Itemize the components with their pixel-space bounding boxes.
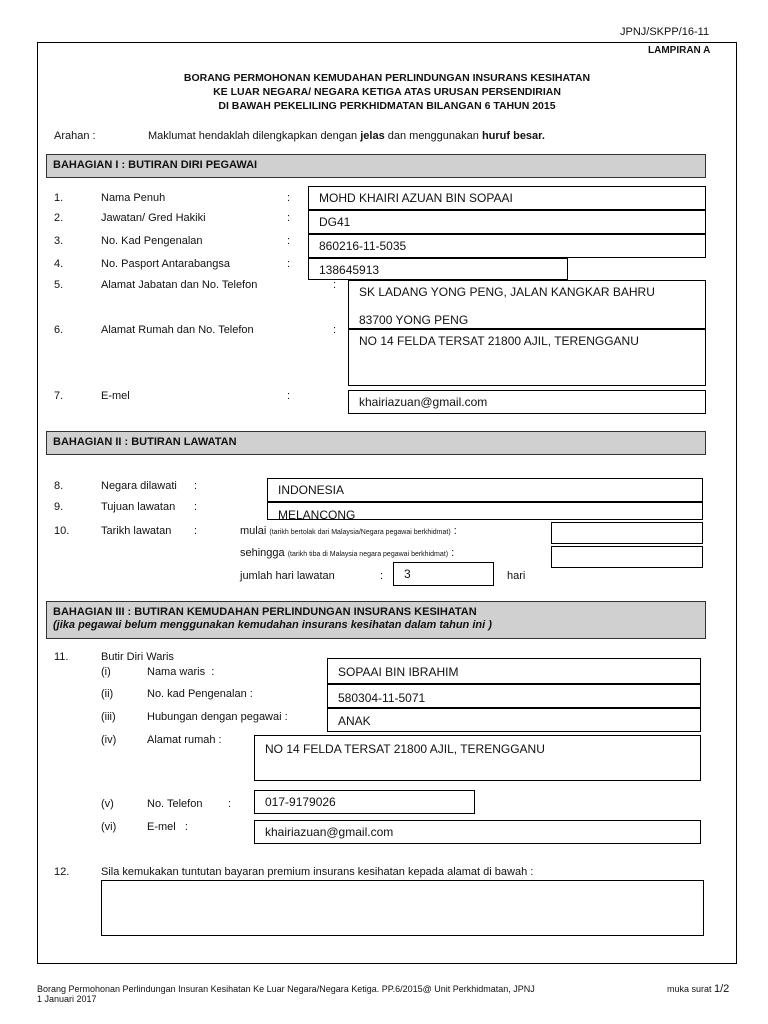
heir-relationship-field[interactable]: ANAK	[327, 708, 701, 732]
attachment-label: LAMPIRAN A	[648, 45, 711, 56]
field-3-colon: :	[287, 235, 291, 247]
office-address-line-1: SK LADANG YONG PENG, JALAN KANGKAR BAHRU	[359, 285, 655, 299]
position-grade-label: Jawatan/ Gred Hakiki	[101, 212, 206, 224]
item-vi-numeral: (vi)	[101, 821, 117, 833]
heir-email-field[interactable]: khairiazuan@gmail.com	[254, 820, 701, 844]
field-5-colon: :	[333, 279, 337, 291]
field-1-number: 1.	[54, 192, 64, 204]
section-1-header: BAHAGIAN I : BUTIRAN DIRI PEGAWAI	[46, 154, 706, 178]
full-name-field[interactable]: MOHD KHAIRI AZUAN BIN SOPAAI	[308, 186, 706, 210]
premium-claim-address-field[interactable]	[101, 880, 704, 936]
office-address-line-2: 83700 YONG PENG	[359, 313, 469, 327]
section-3-header	[46, 601, 706, 639]
item-i-numeral: (i)	[101, 666, 111, 678]
visit-days-label: jumlah hari lawatan	[240, 570, 335, 582]
heir-phone-label: No. Telefon	[147, 798, 203, 810]
item-v-numeral: (v)	[101, 798, 114, 810]
heir-address-field[interactable]: NO 14 FELDA TERSAT 21800 AJIL, TERENGGANU	[254, 735, 701, 781]
home-address-field[interactable]: NO 14 FELDA TERSAT 21800 AJIL, TERENGGANU	[348, 328, 706, 386]
visit-days-colon: :	[380, 570, 384, 582]
full-name-label: Nama Penuh	[101, 192, 166, 204]
field-7-colon: :	[287, 390, 291, 402]
form-title-line-3: DI BAWAH PEKELILING PERKHIDMATAN BILANGAN 6 TAHUN 2015	[218, 100, 556, 112]
country-visited-field[interactable]: INDONESIA	[267, 478, 703, 502]
heir-address-label: Alamat rumah :	[147, 734, 222, 746]
field-7-number: 7.	[54, 390, 64, 402]
heir-relationship-label: Hubungan dengan pegawai :	[147, 711, 288, 723]
field-6-number: 6.	[54, 324, 64, 336]
field-2-colon: :	[287, 212, 291, 224]
visit-purpose-label: Tujuan lawatan	[101, 501, 176, 513]
email-label: E-mel	[101, 390, 130, 402]
visit-days-unit: hari	[507, 570, 526, 582]
section-3-subtitle: (jika pegawai belum menggunakan kemudahan insurans kesihatan dalam tahun ini )	[53, 619, 492, 631]
item-iv-numeral: (iv)	[101, 734, 117, 746]
heir-ic-field[interactable]: 580304-11-5071	[327, 684, 701, 708]
item-ii-numeral: (ii)	[101, 688, 114, 700]
form-title-line-2: KE LUAR NEGARA/ NEGARA KETIGA ATAS URUSAN PERSENDIRIAN	[213, 86, 561, 98]
field-10-colon: :	[194, 525, 198, 537]
passport-number-label: No. Pasport Antarabangsa	[101, 258, 231, 270]
instruction-label: Arahan :	[54, 130, 96, 142]
heir-phone-colon: :	[228, 798, 232, 810]
page-number: 1/2	[714, 983, 730, 995]
premium-claim-address-label: Sila kemukakan tuntutan bayaran premium insurans kesihatan kepada alamat di bawah :	[101, 866, 534, 878]
reference-code: JPNJ/SKPP/16-11	[620, 26, 710, 38]
field-8-colon: :	[194, 480, 198, 492]
section-3-title: BAHAGIAN III : BUTIRAN KEMUDAHAN PERLINDUNGAN INSURANS KESIHATAN	[53, 606, 477, 618]
form-title-line-1: BORANG PERMOHONAN KEMUDAHAN PERLINDUNGAN INSURANS KESIHATAN	[183, 72, 591, 84]
visit-date-label: Tarikh lawatan	[101, 525, 172, 537]
field-12-number: 12.	[54, 866, 70, 878]
footer-date: 1 Januari 2017	[37, 994, 97, 1004]
visit-purpose-field[interactable]: MELANCONG	[267, 502, 703, 520]
footer-reference: Borang Permohonan Perlindungan Insuran Kesihatan Ke Luar Negara/Negara Ketiga. PP.6/2015@ Unit Perkhidmatan, JPNJ	[37, 984, 535, 994]
heir-phone-field[interactable]: 017-9179026	[254, 790, 475, 814]
visit-start-label: mulai (tarikh bertolak dari Malaysia/Negara pegawai berkhidmat) :	[240, 525, 457, 537]
item-iii-numeral: (iii)	[101, 711, 116, 723]
field-4-number: 4.	[54, 258, 64, 270]
field-9-colon: :	[194, 501, 198, 513]
heir-ic-label: No. kad Pengenalan :	[147, 688, 253, 700]
field-6-colon: :	[333, 324, 337, 336]
ic-number-label: No. Kad Pengenalan	[101, 235, 203, 247]
visit-end-field[interactable]	[551, 546, 703, 568]
visit-days-field[interactable]: 3	[393, 562, 494, 586]
instruction-text: Maklumat hendaklah dilengkapkan dengan jelas dan menggunakan huruf besar.	[148, 130, 545, 142]
email-field[interactable]: khairiazuan@gmail.com	[348, 390, 706, 414]
country-visited-label: Negara dilawati	[101, 480, 177, 492]
heir-details-label: Butir Diri Waris	[101, 651, 174, 663]
passport-number-field[interactable]: 138645913	[308, 258, 568, 280]
field-3-number: 3.	[54, 235, 64, 247]
heir-name-field[interactable]: SOPAAI BIN IBRAHIM	[327, 658, 701, 684]
home-address-label: Alamat Rumah dan No. Telefon	[101, 324, 254, 336]
visit-start-field[interactable]	[551, 522, 703, 544]
field-2-number: 2.	[54, 212, 64, 224]
page-label: muka surat	[667, 984, 712, 994]
field-10-number: 10.	[54, 525, 70, 537]
position-grade-field[interactable]: DG41	[308, 210, 706, 234]
field-5-number: 5.	[54, 279, 64, 291]
field-11-number: 11.	[54, 651, 69, 663]
visit-end-label: sehingga (tarikh tiba di Malaysia negara pegawai berkhidmat) :	[240, 547, 455, 559]
heir-email-label: E-mel :	[147, 821, 188, 833]
field-1-colon: :	[287, 192, 291, 204]
field-4-colon: :	[287, 258, 291, 270]
office-address-label: Alamat Jabatan dan No. Telefon	[101, 279, 258, 291]
field-9-number: 9.	[54, 501, 64, 513]
heir-name-label: Nama waris :	[147, 666, 215, 678]
office-address-field[interactable]	[348, 280, 706, 330]
section-2-header: BAHAGIAN II : BUTIRAN LAWATAN	[46, 431, 706, 455]
ic-number-field[interactable]: 860216-11-5035	[308, 234, 706, 258]
field-8-number: 8.	[54, 480, 64, 492]
